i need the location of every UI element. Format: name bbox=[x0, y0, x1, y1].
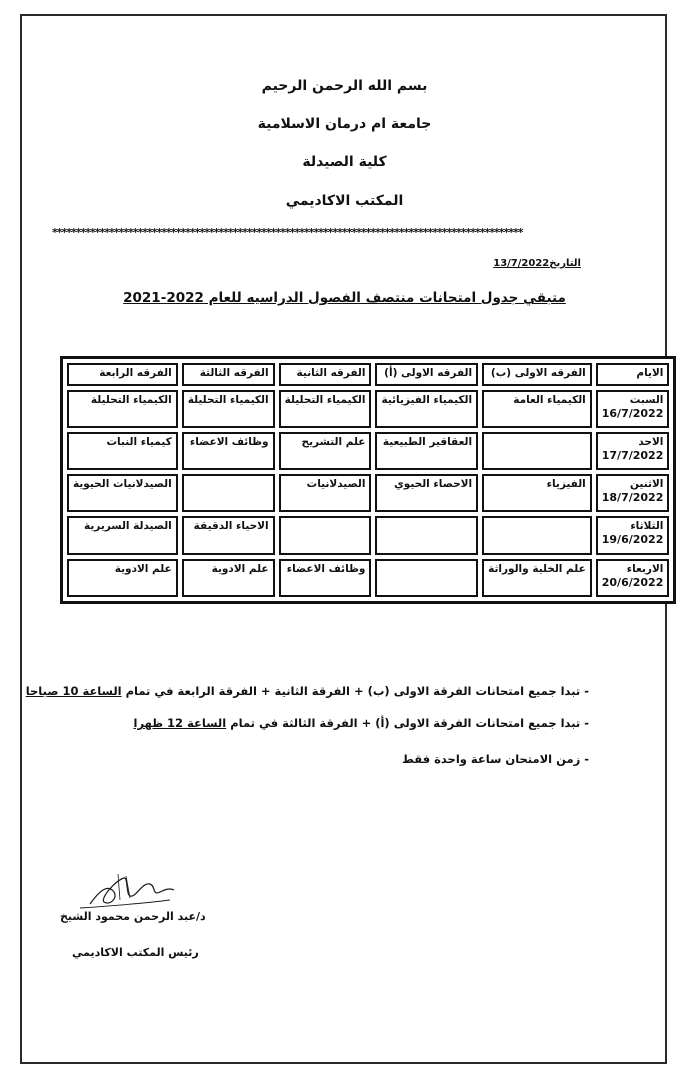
note-exam-duration: - زمن الامتحان ساعة واحدة فقط bbox=[401, 752, 589, 766]
day-name: الثلاثاء bbox=[630, 520, 664, 533]
subject-cell: الصيدلانيات bbox=[279, 474, 372, 512]
header-cell: الفرقه الاولى (ب) bbox=[482, 363, 592, 386]
day-cell bbox=[596, 432, 670, 470]
day-date: 19/6/2022 bbox=[601, 533, 664, 547]
note-text: - تبدا جميع امتحانات الفرقة الاولى (ب) + الفرقة الثانية + الفرقة الرابعة في تمام bbox=[121, 684, 589, 698]
table-row bbox=[67, 516, 669, 554]
subject-cell: وظائف الاعضاء bbox=[279, 559, 372, 597]
day-name: الاحد bbox=[638, 435, 664, 448]
subject-cell: الصيدلانيات الحيوية bbox=[67, 474, 178, 512]
faculty-name: كلية الصيدلة bbox=[302, 154, 387, 170]
subject-cell: الكيمياء العامة bbox=[482, 390, 592, 428]
day-date: 18/7/2022 bbox=[601, 491, 664, 505]
day-name: الاثنين bbox=[629, 478, 664, 491]
signatory-title: رئيس المكتب الاكاديمي bbox=[72, 946, 199, 959]
subject-cell bbox=[375, 559, 478, 597]
subject-cell: الكيمياء التحليلة bbox=[67, 390, 178, 428]
header-cell: الفرقه الاولى (أ) bbox=[375, 363, 478, 386]
subject-cell bbox=[482, 432, 592, 470]
separator-line: *************************************************************************************************** bbox=[52, 228, 523, 238]
office-name: المكتب الاكاديمي bbox=[285, 193, 404, 209]
document-date: التاريخ13/7/2022 bbox=[493, 258, 581, 269]
subject-cell: علم التشريح bbox=[279, 432, 372, 470]
day-cell bbox=[596, 474, 670, 512]
basmala: بسم الله الرحمن الرحيم bbox=[261, 78, 428, 94]
subject-cell: الصيدلة السريرية bbox=[67, 516, 178, 554]
subject-cell: العقاقير الطبيعية bbox=[375, 432, 478, 470]
day-name: السبت bbox=[629, 393, 664, 406]
subject-cell: الفيزياء bbox=[482, 474, 592, 512]
day-name: الاربعاء bbox=[626, 562, 664, 575]
table-row bbox=[67, 474, 669, 512]
exam-schedule-table bbox=[60, 356, 676, 604]
signatory-name: د/عبد الرحمن محمود الشيخ bbox=[60, 910, 206, 923]
subject-cell: كيمياء النبات bbox=[67, 432, 178, 470]
day-date: 20/6/2022 bbox=[601, 575, 664, 589]
note-time: الساعة 12 ظهرا bbox=[133, 716, 227, 730]
subject-cell: الكيمياء التحليلة bbox=[182, 390, 275, 428]
day-cell bbox=[596, 390, 670, 428]
note-time: الساعة 10 صباحا bbox=[25, 684, 122, 698]
header-cell: الايام bbox=[596, 363, 670, 386]
header-cell: الفرقه الرابعة bbox=[67, 363, 178, 386]
document-title: متبقي جدول امتحانات منتصف الفصول الدراسيه للعام 2022-2021 bbox=[123, 290, 566, 306]
subject-cell: علم الادوية bbox=[67, 559, 178, 597]
day-cell bbox=[596, 559, 670, 597]
subject-cell bbox=[375, 516, 478, 554]
subject-cell bbox=[482, 516, 592, 554]
subject-cell: الاحصاء الحيوي bbox=[375, 474, 478, 512]
table-header-row bbox=[67, 363, 669, 386]
day-cell bbox=[596, 516, 670, 554]
note-start-time-group-b bbox=[26, 684, 589, 698]
subject-cell: علم الادوية bbox=[182, 559, 275, 597]
university-name: جامعة ام درمان الاسلامية bbox=[257, 116, 432, 132]
subject-cell bbox=[182, 474, 275, 512]
table-row bbox=[67, 559, 669, 597]
table-row bbox=[67, 432, 669, 470]
day-date: 16/7/2022 bbox=[601, 406, 664, 420]
header-cell: الفرقه الثالثة bbox=[182, 363, 275, 386]
subject-cell: الكيمياء الفيزيائية bbox=[375, 390, 478, 428]
subject-cell: الاحياء الدقيقة bbox=[182, 516, 275, 554]
subject-cell bbox=[279, 516, 372, 554]
day-date: 17/7/2022 bbox=[601, 448, 664, 462]
header-cell: الفرقه الثانية bbox=[279, 363, 372, 386]
table-row bbox=[67, 390, 669, 428]
subject-cell: الكيمياء التحليلة bbox=[279, 390, 372, 428]
subject-cell: علم الخلية والوراثة bbox=[482, 559, 592, 597]
note-start-time-group-a bbox=[134, 716, 589, 730]
note-text: - تبدا جميع امتحانات الفرقة الاولى (أ) + الفرقة الثالثة في تمام bbox=[226, 716, 589, 730]
subject-cell: وظائف الاعضاء bbox=[182, 432, 275, 470]
